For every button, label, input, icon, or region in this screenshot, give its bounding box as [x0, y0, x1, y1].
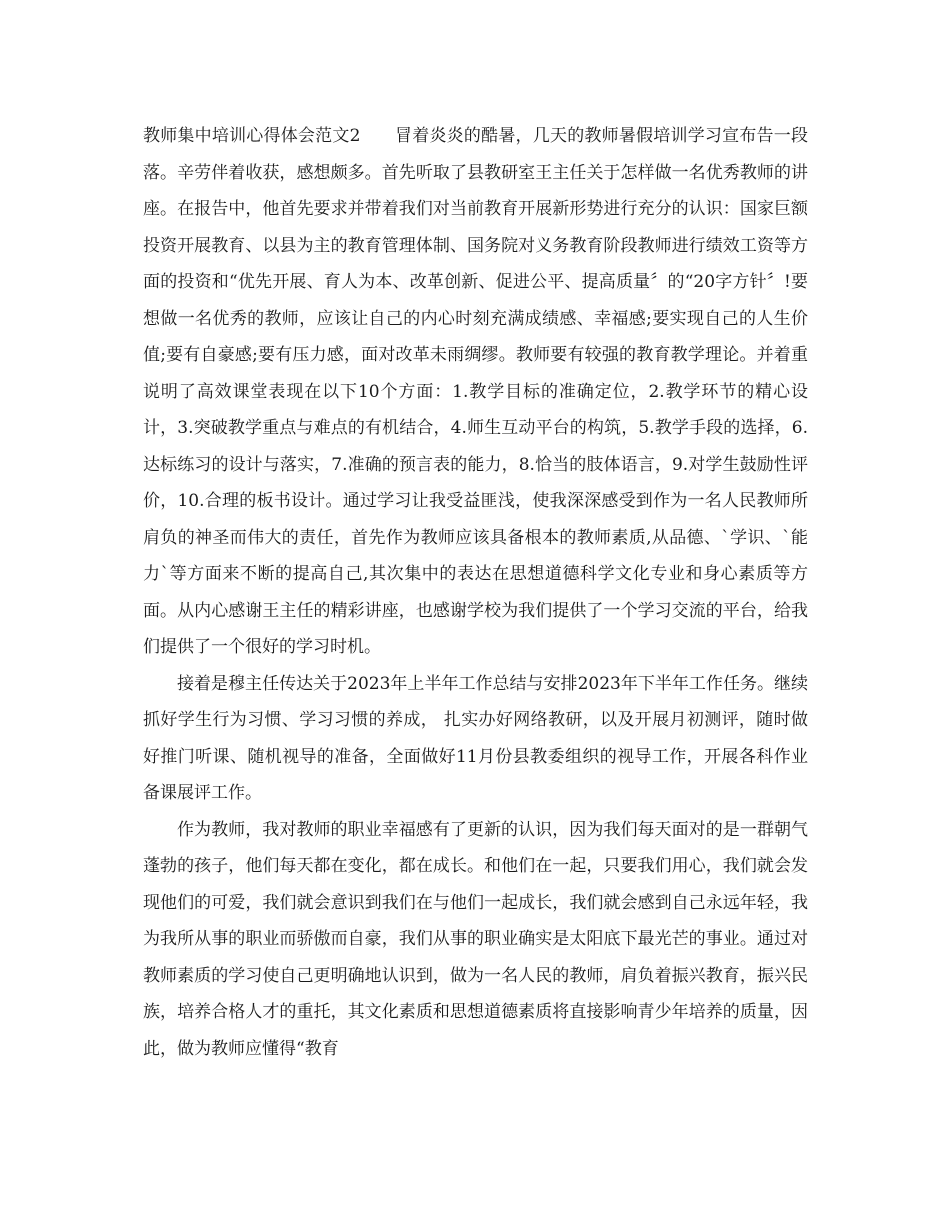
paragraph-2: 接着是穆主任传达关于2023年上半年工作总结与安排2023年下半年工作任务。继续抓好学生行为习惯、学习习惯的养成， 扎实办好网络教研，以及开展月初测评，随时做好推门听课、随机视导的准备，全面做好11月份县教委组织的视导工作，开展各科作业备课展评工作。 [143, 673, 808, 803]
document-body [143, 118, 808, 1067]
paragraph-3: 作为教师，我对教师的职业幸福感有了更新的认识，因为我们每天面对的是一群朝气蓬勃的孩子，他们每天都在变化，都在成长。和他们在一起，只要我们用心，我们就会发现他们的可爱，我们就会意识到我们在与他们一起成长，我们就会感到自己永远年轻，我为我所从事的职业而骄傲而自豪，我们从事的职业确实是太阳底下最光芒的事业。通过对教师素质的学习使自己更明确地认识到，做为一名人民的教师，肩负着振兴教育，振兴民族，培养合格人才的重托，其文化素质和思想道德素质将直接影响青少年培养的质量，因此，做为教师应懂得“教育 [143, 819, 808, 1059]
paragraph-1: 教师集中培训心得体会范文2 冒着炎炎的酷暑，几天的教师暑假培训学习宣布告一段落。辛劳伴着收获，感想颇多。首先听取了县教研室王主任关于怎样做一名优秀教师的讲座。在报告中，他首先要求并带着我们对当前教育开展新形势进行充分的认识：国家巨额投资开展教育、以县为主的教育管理体制、国务院对义务教育阶段教师进行绩效工资等方面的投资和“优先开展、育人为本、改革创新、促进公平、提高质量〞的“20字方针〞!要想做一名优秀的教师，应该让自己的内心时刻充满成绩感、幸福感;要实现自己的人生价值;要有自豪感;要有压力感，面对改革未雨绸缪。教师要有较强的教育教学理论。并着重说明了高效课堂表现在以下10个方面：1.教学目标的准确定位，2.教学环节的精心设计，3.突破教学重点与难点的有机结合，4.师生互动平台的构筑，5.教学手段的选择，6.达标练习的设计与落实，7.准确的预言表的能力，8.恰当的肢体语言，9.对学生鼓励性评价，10.合理的板书设计。通过学习让我受益匪浅，使我深深感受到作为一名人民教师所肩负的神圣而伟大的责任，首先作为教师应该具备根本的教师素质,从品德、`学识、`能力`等方面来不断的提高自己,其次集中的表达在思想道德科学文化专业和身心素质等方面。从内心感谢王主任的精彩讲座，也感谢学校为我们提供了一个学习交流的平台，给我们提供了一个很好的学习时机。 [143, 126, 808, 657]
